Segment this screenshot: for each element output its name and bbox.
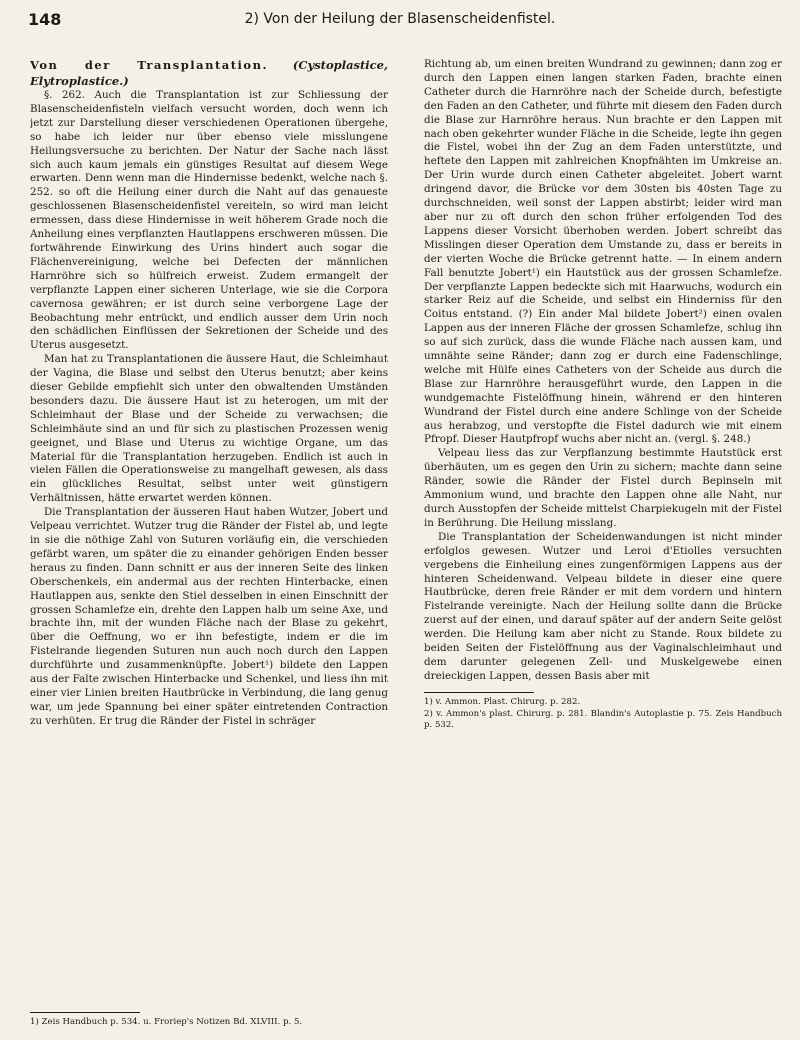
paragraph: Man hat zu Transplantationen die äussere Haut, die Schleimhaut der Vagina, die Blase und selbst den Uterus benutzt; aber keins dieser Gebilde empfiehlt sich unter den obwaltenden Umständen besonders dazu. Die äussere Haut ist zu heterogen, um mit der Schleimhaut der Blase und der Scheide zu verwachsen; die Schleimhäute sind an und für sich zu plastischen Prozessen wenig geeignet, und Blase und Uterus zu wichtige Organe, um das Material für die Transplantation herzugeben. Endlich ist auch in vielen Fällen die Operationsweise zu mangelhaft gewesen, als dass ein glückliches Resultat, selbst unter weit günstigern Verhältnissen, hätte erwartet werden können. xyxy=(30,353,388,505)
page-number: 148 xyxy=(28,10,62,29)
left-column xyxy=(30,58,388,1033)
section-title xyxy=(30,58,388,89)
running-head: 2) Von der Heilung der Blasenscheidenfistel. xyxy=(244,11,556,27)
footnotes-right xyxy=(424,692,782,732)
footnote-rule xyxy=(30,1012,140,1013)
paragraph: Die Transplantation der äusseren Haut haben Wutzer, Jobert und Velpeau verrichtet. Wutzer trug die Ränder der Fistel ab, und legte in sie die nöthige Zahl von Suturen vorläufig ein, die verschieden gefärbt waren, um später die zu einander gehörigen Enden besser heraus zu finden. Dann schnitt er aus der inneren Seite des linken Oberschenkels, ein andermal aus der rechten Hinterbacke, einen Hautlappen aus, senkte den Stiel desselben in einen Einschnitt der grossen Schamlefze ein, drehte den Lappen halb um seine Axe, und brachte ihn, mit der wunden Fläche nach der Blase zu gekehrt, über die Oeffnung, wo er ihn befestigte, indem er die im Fistelrande liegenden Suturen nun auch noch durch den Lappen durchführte und zusammenknüpfte. Jobert¹) bildete den Lappen aus der Falte zwischen Hinterbacke und Schenkel, und liess ihn mit einer vier Linien breiten Hautbrücke in Verbindung, die lang genug war, um jede Spannung bei einer später eintretenden Contraction zu verhüten. Er trug die Ränder der Fistel in schräger xyxy=(30,506,388,727)
footnotes-left xyxy=(30,1004,388,1029)
footnote: 1) Zeis Handbuch p. 534. u. Froriep's Notizen Bd. XLVIII. p. 5. xyxy=(30,1017,303,1027)
section-title-main: Von der Transplantation. xyxy=(30,58,268,72)
paragraph: §. 262. Auch die Transplantation ist zur Schliessung der Blasenscheidenfisteln vielfach versucht worden, doch wenn ich jetzt zur Darstellung dieser verschiedenen Operationen übergehe, so habe ich leider nur über ebenso viele misslungene Heilungsversuche zu berichten. Der Natur der Sache nach lässt sich auch kaum jemals ein günstiges Resultat auf diesem Wege erwarten. Denn wenn man die Hindernisse bedenkt, welche nach §. 252. so oft die Heilung einer durch die Naht auf das genaueste geschlossenen Blasenscheidenfistel vereiteln, so wird man leicht ermessen, dass diese Hindernisse in weit höherem Grade noch die Anheilung eines verpflanzten Hautlappens erschweren müssen. Die fortwährende Einwirkung des Urins hindert auch sogar die Flächenvereinigung, welche bei Defecten der männlichen Harnröhre sich so hülfreich erweist. Zudem ermangelt der verpflanzte Lappen einer sicheren Unterlage, wie sie die Corpora cavernosa gewähren; er ist durch seine verborgene Lage der Beobachtung mehr entrückt, und endlich ausser dem Urin noch den schädlichen Einflüssen der Sekretionen der Scheide und des Uterus ausgesetzt. xyxy=(30,89,388,352)
footnote: 1) v. Ammon. Plast. Chirurg. p. 282. xyxy=(424,696,581,707)
paragraph: Richtung ab, um einen breiten Wundrand zu gewinnen; dann zog er durch den Lappen einen langen starken Faden, brachte einen Catheter durch die Harnröhre nach der Scheide durch, befestigte den Faden an den Catheter, und führte mit diesem den Faden durch die Blase zur Harnröhre heraus. Nun brachte er den Lappen mit nach oben gekehrter wunder Fläche in die Scheide, legte ihn gegen die Fistel, wobei ihn der Zug an dem Faden unterstützte, und heftete den Lappen mit zahlreichen Knopfnähten im Umkreise an. Der Urin wurde durch einen Catheter abgeleitet. Jobert warnt dringend davor, die Brücke vor dem 30sten bis 40sten Tage zu durchschneiden, weil sonst der Lappen abstirbt; leider wird man aber nur zu oft durch den schon früher erfolgenden Tod des Lappens dieser Vorsicht überhoben werden. Jobert schreibt das Misslingen dieser Operation dem Umstande zu, dass er bereits in der vierten Woche die Brücke getrennt hatte. — In einem andern Fall benutzte Jobert¹) ein Hautstück aus der grossen Schamlefze. Der verpflanzte Lappen bedeckte sich mit Haarwuchs, wodurch ein starker Reiz auf die Scheide, und selbst ein Hinderniss für den Coitus entstand. (?) Ein ander Mal bildete Jobert²) einen ovalen Lappen aus der inneren Fläche der grossen Schamlefze, schlug ihn so auf sich zurück, dass die wunde Fläche nach aussen kam, und umnähte seine Ränder; dann zog er durch eine Fadenschlinge, welche mit Hülfe eines Catheters von der Scheide aus durch die Blase zur Harnröhre herausgeführt wurde, den Lappen in die wundgemachte Fistelöffnung hinein, während er den hinteren Wundrand der Fistel durch eine andere Schlinge von der Scheide aus herabzog, und verstopfte die Fistel dadurch wie mit einem Pfropf. Dieser Hautpfropf wuchs aber nicht an. (vergl. §. 248.) xyxy=(424,58,782,446)
paragraph: Velpeau liess das zur Verpflanzung bestimmte Hautstück erst überhäuten, um es gegen den Urin zu sichern; machte dann seine Ränder, sowie die Ränder der Fistel durch Bepinseln mit Ammonium wund, und brachte den Lappen ohne alle Naht, nur durch Ausstopfen der Scheide mittelst Charpiekugeln mit der Fistel in Berührung. Die Heilung misslang. xyxy=(424,447,782,529)
page-header xyxy=(0,10,800,34)
paragraph: Die Transplantation der Scheidenwandungen ist nicht minder erfolglos gewesen. Wutzer und Leroi d'Etiolles versuchten vergebens die Einheilung eines zungenförmigen Lappens aus der hinteren Scheidenwand. Velpeau bildete in dieser eine quere Hautbrücke, deren freie Ränder er mit dem vordern und hintern Fistelrande vereinigte. Nach der Heilung sollte dann die Brücke zuerst auf der einen, und darauf später auf der andern Seite gelöst werden. Die Heilung kam aber nicht zu Stande. Roux bildete zu beiden Seiten der Fistelöffnung aus der Vaginalschleimhaut und dem darunter gelegenen Zell- und Muskelgewebe einen dreieckigen Lappen, dessen Basis aber mit xyxy=(424,530,782,682)
right-column xyxy=(424,58,782,1033)
footnote-rule xyxy=(424,692,534,693)
footnote: 2) v. Ammon's plast. Chirurg. p. 281. Blandin's Autoplastie p. 75. Zeis Handbuch p. 532. xyxy=(424,708,782,731)
section-title-latin: (Cystoplastice, Elytroplastice.) xyxy=(30,58,388,88)
